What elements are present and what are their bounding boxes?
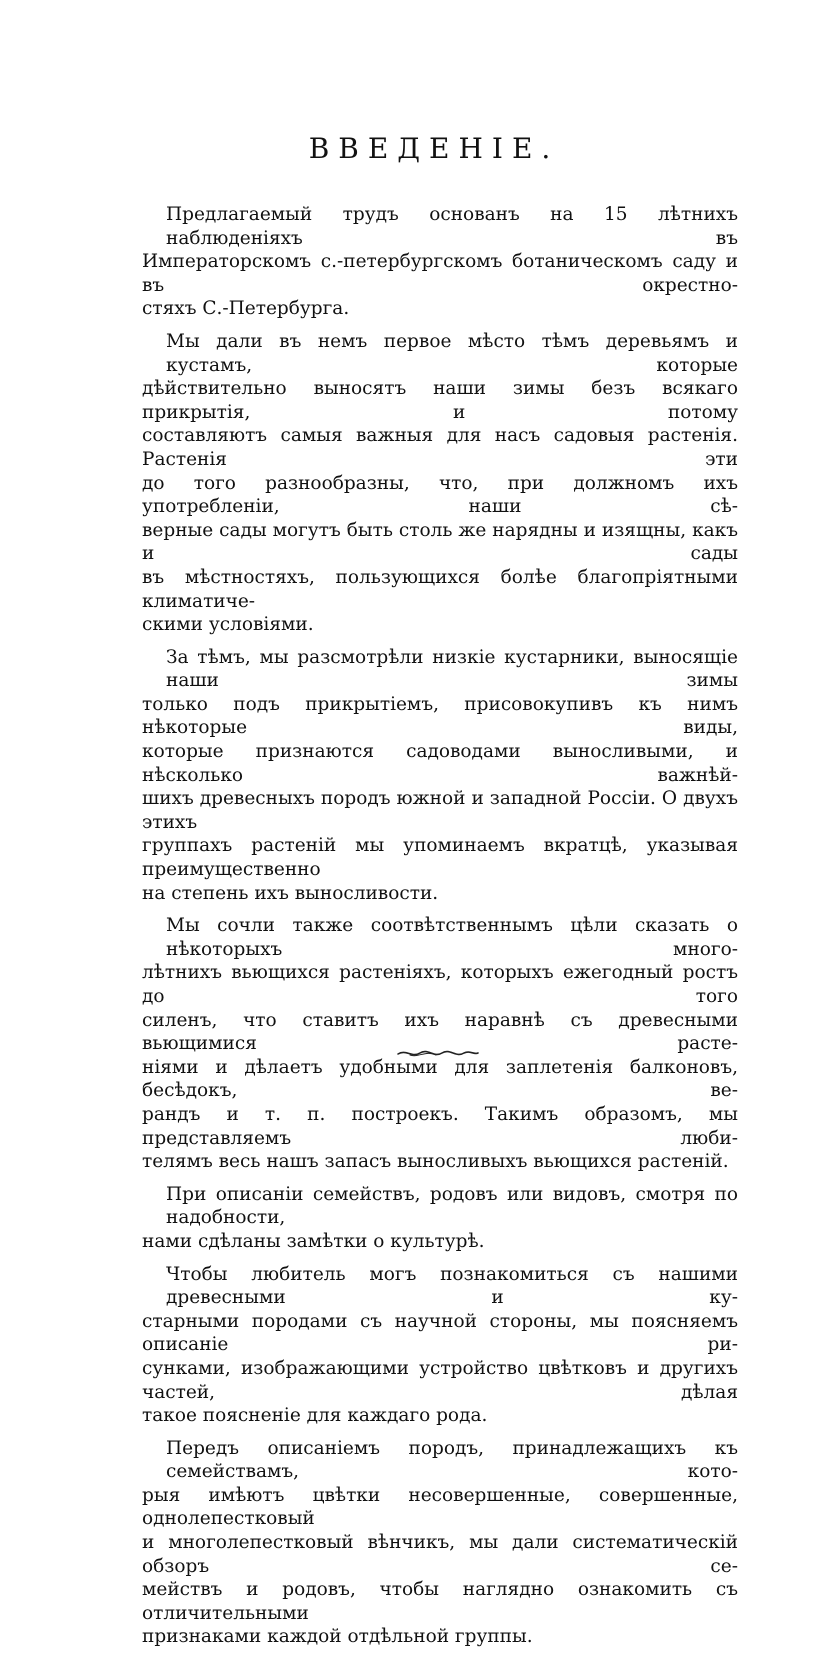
text-line: дѣйствительно выносятъ наши зимы безъ всякаго прикрытія, и потому [142,378,738,423]
text-line: нами сдѣланы замѣтки о культурѣ. [142,1230,485,1252]
text-line: группахъ растеній мы упоминаемъ вкратцѣ, указывая преимущественно [142,835,738,881]
text-line: такое поясненіе для каждаго рода. [142,1405,488,1427]
paragraph-4 [142,914,738,1174]
text-line: скими условіями. [142,614,314,636]
paragraph-7 [142,1437,738,1649]
text-line: мействъ и родовъ, чтобы наглядно ознакомить съ отличительными [142,1579,738,1624]
flourish-ornament-icon [396,1047,480,1059]
text-line: въ мѣстностяхъ, пользующихся болѣе благопріятными климатиче- [142,566,738,612]
text-line: шихъ древесныхъ породъ южной и западной Россіи. О двухъ этихъ [142,788,738,833]
text-line: сунками, изображающими устройство цвѣтковъ и другихъ частей, дѣлая [142,1357,738,1403]
text-line: только подъ прикрытіемъ, присовокупивъ къ нимъ нѣкоторые виды, [142,693,738,739]
text-line: ніями и дѣлаетъ удобными для заплетенія балконовъ, бесѣдокъ, ве- [142,1056,738,1102]
paragraph-2 [142,330,738,637]
paragraph-5 [142,1183,738,1254]
paragraph-6 [142,1263,738,1428]
text-line: верные сады могутъ быть столь же нарядны и изящны, какъ и сады [142,519,738,565]
text-line: рыя имѣютъ цвѣтки несовершенные, совершенные, однолепестковый [142,1484,738,1530]
text-line: Передъ описаніемъ породъ, принадлежащихъ къ семействамъ, кото- [166,1437,738,1483]
text-line: составляютъ самыя важныя для насъ садовыя растенія. Растенія эти [142,425,738,470]
text-line: на степень ихъ выносливости. [142,882,439,904]
text-line: При описаніи семействъ, родовъ или видовъ, смотря по надобности, [166,1183,738,1229]
text-line: телямъ весь нашъ запасъ выносливыхъ вьющихся растеній. [142,1151,729,1173]
text-line: до того разнообразны, что, при должномъ ихъ употребленіи, наши сѣ- [142,472,738,518]
text-line: Чтобы любитель могъ познакомиться съ нашими древесными и ку- [166,1263,738,1309]
text-line: стяхъ С.-Петербурга. [142,298,350,320]
text-line: Мы сочли также соотвѣтственнымъ цѣли сказать о нѣкоторыхъ много- [166,915,738,960]
text-line: лѣтнихъ вьющихся растеніяхъ, которыхъ ежегодный ростъ до того [142,962,738,1007]
text-line: силенъ, что ставитъ ихъ наравнѣ съ древесными вьющимися расте- [142,1009,738,1055]
text-line: Императорскомъ с.-петербургскомъ ботаническомъ саду и въ окрестно- [142,251,738,296]
text-line: Предлагаемый трудъ основанъ на 15 лѣтнихъ наблюденіяхъ въ [166,204,738,249]
text-line: и многолепестковый вѣнчикъ, мы дали систематическій обзоръ се- [142,1532,738,1577]
text-line: Мы дали въ немъ первое мѣсто тѣмъ деревьямъ и кустамъ, которые [166,330,738,376]
paragraph-3 [142,646,738,906]
text-line: За тѣмъ, мы разсмотрѣли низкіе кустарники, выносящіе наши зимы [166,646,738,692]
paragraph-1 [142,203,738,321]
text-line: признаками каждой отдѣльной группы. [142,1626,533,1648]
introduction-text [142,203,738,1658]
text-line: рандъ и т. п. построекъ. Такимъ образомъ, мы представляемъ люби- [142,1103,738,1149]
text-line: которые признаются садоводами выносливыми, и нѣсколько важнѣй- [142,741,738,786]
text-line: старными породами съ научной стороны, мы поясняемъ описаніе ри- [142,1310,738,1356]
page-title: ВВЕДЕНІЕ. [308,132,560,165]
